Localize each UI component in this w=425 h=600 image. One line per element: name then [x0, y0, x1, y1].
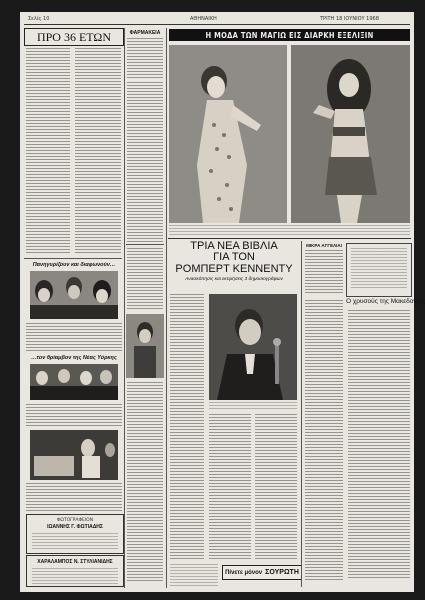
pharmacy-list: [127, 38, 163, 78]
photo1-caption: Πανηγυρίζουν και διαφωνούν…: [32, 262, 116, 268]
souroti-ad-banner: [222, 565, 302, 580]
rule: [168, 238, 411, 239]
ad2-line1: ΧΑΡΑΛΑΜΠΟΣ Ν. ΣΤΥΛΙΑΝΙΔΗΣ: [37, 559, 113, 565]
col2-lower-text: [127, 382, 163, 582]
kennedy-title-line3: ΡΟΜΠΕΡΤ ΚΕΝΝΕΝΤΥ: [175, 263, 293, 275]
pro36-text-col1: [26, 48, 70, 254]
header-rule: [24, 24, 410, 25]
kennedy-subtitle: Ανασκόπησις και εκτιμήσεις 3 δημοσιογράφων: [185, 277, 283, 282]
col2-article: [127, 248, 163, 310]
celebration-photo: [30, 271, 118, 319]
kennedy-title-line2: ΓΙΑ ΤΟΝ: [213, 251, 255, 263]
rule: [301, 241, 302, 587]
notice-box: [346, 243, 412, 297]
paper-name: ΑΘΗΝΑΙΚΗ: [190, 16, 217, 22]
pro36-title: ΠΡΟ 36 ΕΤΩΝ: [36, 29, 112, 44]
kennedy-photo: [209, 294, 297, 400]
kennedy-text-col3: [255, 414, 297, 560]
bottom-small-ad: [170, 564, 218, 586]
kennedy-photo-caption: [209, 402, 297, 410]
right-text-col2: [348, 310, 410, 580]
photo3-text: [26, 483, 122, 511]
rule: [166, 28, 167, 588]
kennedy-title-line1: ΤΡΙΑ ΝΕΑ ΒΙΒΛΙΑ: [190, 240, 278, 252]
page-number: Σελίς 10: [28, 16, 50, 22]
rule: [126, 244, 164, 245]
stage-photo: [30, 430, 118, 480]
crowd-photo: [30, 364, 118, 400]
photo1-text: [26, 323, 122, 353]
photographer-ad: [26, 514, 124, 554]
pharmacy-title: ΦΑΡΜΑΚΕΙΑ: [129, 30, 161, 36]
page-date: ΤΡΙΤΗ 18 ΙΟΥΝΙΟΥ 1968: [320, 16, 379, 22]
right-text-col1: [305, 300, 343, 580]
pharmacy-schedule: [127, 82, 163, 242]
portrait-photo: [126, 314, 164, 378]
ad1-line2: ΙΩΑΝΝΗΣ Γ. ΦΩΤΙΑΔΗΣ: [47, 524, 103, 530]
ad2-text: [32, 568, 118, 584]
notice-text: [351, 248, 407, 290]
newspaper-page: [20, 12, 425, 592]
kennedy-text-col2: [209, 414, 251, 560]
swimsuit-photo-right: [291, 45, 410, 223]
pro36-title-box: [24, 28, 124, 46]
classifieds-text: [305, 250, 343, 294]
kennedy-title-block: [169, 241, 299, 289]
rule: [24, 258, 122, 259]
merchant-ad: [26, 555, 124, 587]
photo2-text: [26, 404, 122, 426]
fashion-headline: Η ΜΟΔΑ ΤΩΝ ΜΑΓΙΩ ΕΙΣ ΔΙΑΡΚΗ ΕΞΕΛΙΞΙΝ: [169, 29, 410, 41]
swimsuit-photo-left: [169, 45, 287, 223]
fashion-caption: [169, 225, 410, 235]
macedonia-title: Ο χρυσούς της Μακεδονίας: [346, 298, 425, 305]
rule: [124, 28, 125, 588]
souroti-prefix: Πίνετε μόνον: [225, 569, 263, 576]
photo2-caption: …τον θρίαμβον της Νέας Υόρκης: [31, 355, 117, 361]
ad1-text: [32, 533, 118, 551]
souroti-brand: ΣΟΥΡΩΤΗ: [265, 569, 299, 576]
ad1-line1: ΦΩΤΟΓΡΑΦΕΙΟΝ: [56, 518, 94, 523]
pro36-text-col2: [75, 48, 121, 254]
kennedy-text-col1: [170, 294, 204, 560]
classifieds-title: ΜΙΚΡΑ ΑΓΓΕΛΙΑΙ: [306, 243, 342, 248]
